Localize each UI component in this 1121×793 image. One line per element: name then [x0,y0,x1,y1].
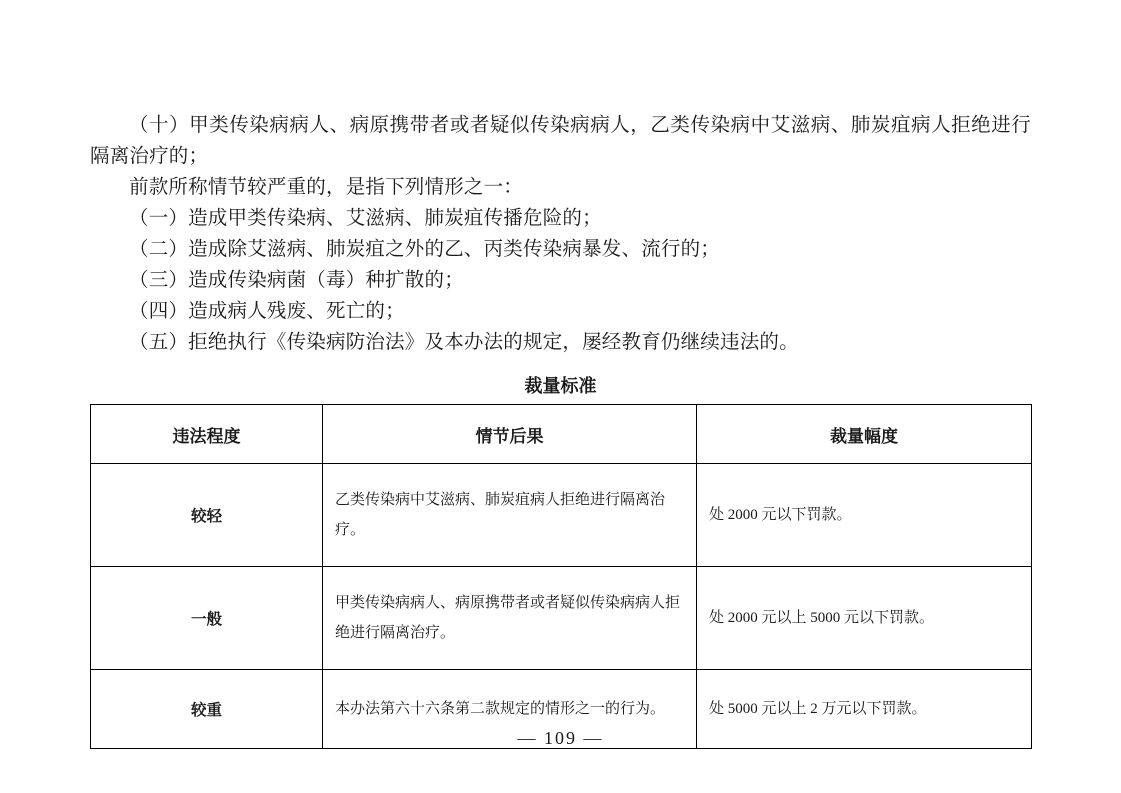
paragraph-item-5: （五）拒绝执行《传染病防治法》及本办法的规定，屡经教育仍继续违法的。 [129,332,799,353]
page-number: — 109 — [517,728,604,748]
body-text-block [90,110,1031,358]
cell-detail: 本办法第六十六条第二款规定的情形之一的行为。 [323,670,697,749]
paragraph-item-2: （二）造成除艾滋病、肺炭疽之外的乙、丙类传染病暴发、流行的； [129,239,721,260]
paragraph-item-10: （十）甲类传染病病人、病原携带者或者疑似传染病病人，乙类传染病中艾滋病、肺炭疽病人拒绝进行隔离治疗的； [90,115,1031,167]
cell-detail: 甲类传染病病人、病原携带者或者疑似传染病病人拒绝进行隔离治疗。 [323,567,697,670]
table-row [91,567,1032,670]
paragraph-item-4: （四）造成病人残废、死亡的； [129,301,405,322]
column-header-range: 裁量幅度 [697,405,1032,464]
cell-range: 处 2000 元以上 5000 元以下罚款。 [697,567,1032,670]
table-title: 裁量标准 [524,376,597,396]
paragraph-intro-serious: 前款所称情节较严重的，是指下列情形之一： [129,177,524,198]
paragraph-item-3: （三）造成传染病菌（毒）种扩散的； [129,270,464,291]
cell-degree: 较重 [91,670,323,749]
cell-range: 处 2000 元以下罚款。 [697,464,1032,567]
cell-degree: 一般 [91,567,323,670]
column-header-degree: 违法程度 [91,405,323,464]
table-row [91,464,1032,567]
column-header-detail: 情节后果 [323,405,697,464]
cell-detail: 乙类传染病中艾滋病、肺炭疽病人拒绝进行隔离治疗。 [323,464,697,567]
discretion-standard-table [90,404,1032,749]
cell-range: 处 5000 元以上 2 万元以下罚款。 [697,670,1032,749]
paragraph-item-1: （一）造成甲类传染病、艾滋病、肺炭疽传播危险的； [129,208,602,229]
cell-degree: 较轻 [91,464,323,567]
table-header-row [91,405,1032,464]
